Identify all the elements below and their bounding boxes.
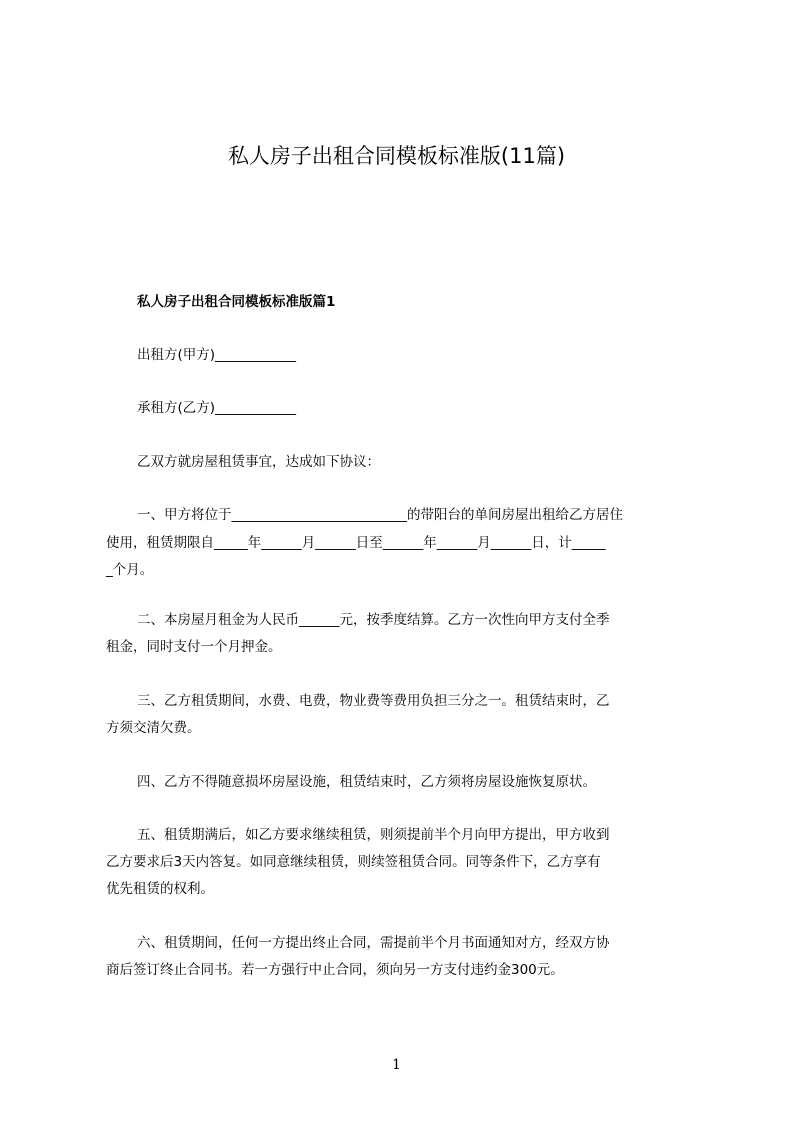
clause-6-line-2: 商后签订终止合同书。若一方强行中止合同，须向另一方支付违约金300元。: [106, 962, 564, 978]
document-title: 私人房子出租合同模板标准版(11篇): [227, 144, 566, 168]
clause-5-line-2: 乙方要求后3天内答复。如同意继续租赁，则续签租赁合同。同等条件下，乙方享有: [106, 854, 601, 870]
intro-paragraph: 乙双方就房屋租赁事宜，达成如下协议：: [137, 454, 380, 470]
lessor-line: 出租方(甲方)____________: [137, 347, 297, 363]
clause-3-line-2: 方须交清欠费。: [106, 720, 201, 736]
page-number: 1: [392, 1057, 401, 1073]
clause-5-line-1: 五、租赁期满后，如乙方要求继续租赁，则须提前半个月向甲方提出，甲方收到: [137, 827, 610, 843]
clause-6-line-1: 六、租赁期间，任何一方提出终止合同，需提前半个月书面通知对方，经双方协: [137, 935, 610, 951]
lessee-line: 承租方(乙方)____________: [137, 400, 297, 416]
clause-2-line-2: 租金，同时支付一个月押金。: [106, 639, 282, 655]
clause-5-line-3: 优先租赁的权利。: [106, 881, 214, 897]
clause-2-line-1: 二、本房屋月租金为人民币______元，按季度结算。乙方一次性向甲方支付全季: [137, 612, 610, 628]
clause-4-line-1: 四、乙方不得随意损坏房屋设施，租赁结束时，乙方须将房屋设施恢复原状。: [137, 774, 596, 790]
clause-1-line-2: 使用，租赁期限自_____年______月______日至______年______月______日，计_____: [106, 535, 606, 551]
clause-3-line-1: 三、乙方租赁期间，水费、电费，物业费等费用负担三分之一。租赁结束时，乙: [137, 693, 610, 709]
clause-1-line-1: 一、甲方将位于__________________________的带阳台的单间房屋出租给乙方居住: [137, 507, 623, 523]
clause-1-line-3: _个月。: [106, 562, 154, 578]
section-heading: 私人房子出租合同模板标准版篇1: [137, 294, 336, 310]
